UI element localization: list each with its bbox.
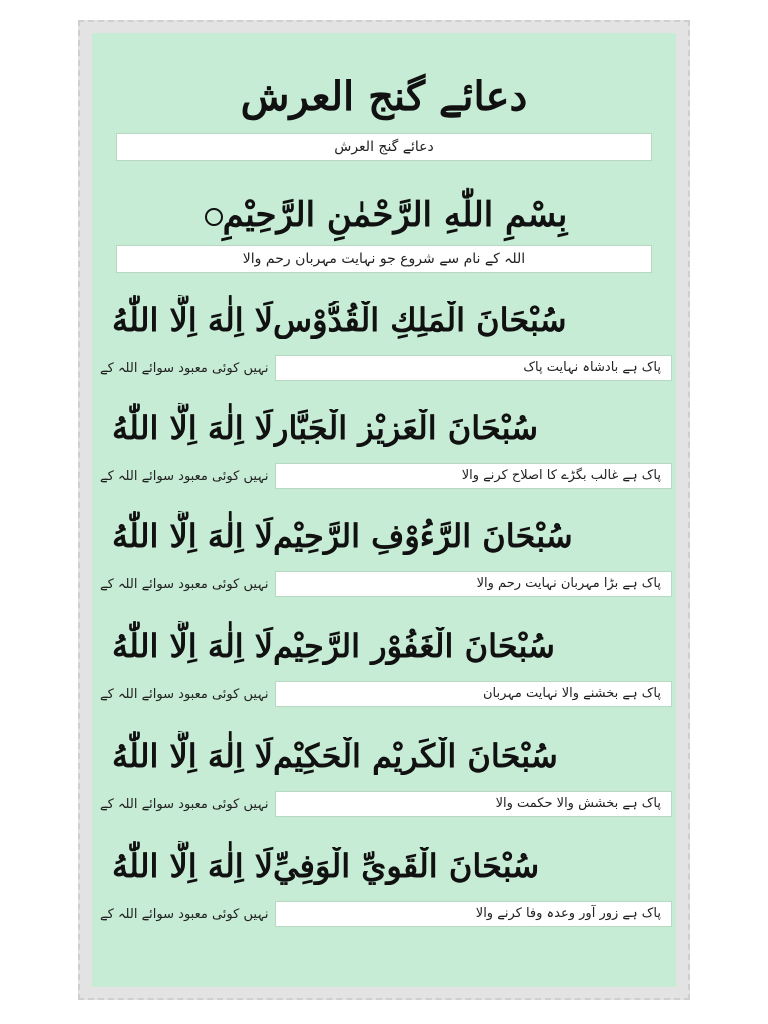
- verse-translation-row: [96, 571, 672, 597]
- bismillah: [92, 195, 676, 235]
- kalima-translation: نہیں کوئی معبود سوائے اللہ کے: [100, 796, 269, 812]
- verse-end-circle-icon: [205, 208, 223, 226]
- verse-row: [98, 295, 670, 345]
- verse-translation-row: [96, 681, 672, 707]
- kalima-translation: نہیں کوئی معبود سوائے اللہ کے: [100, 686, 269, 702]
- tasbih-translation: پاک ہے بخشش والا حکمت والا: [275, 791, 673, 817]
- verse-row: [98, 731, 670, 781]
- verse-kalima: لَا اِلٰهَ اِلَّا اللّٰهُ: [112, 409, 273, 447]
- tasbih-translation: پاک ہے بڑا مہربان نہایت رحم والا: [275, 571, 673, 597]
- verse-tasbih: سُبْحَانَ الْمَلِكِ الْقُدُّوْسِ: [273, 301, 567, 339]
- verse-translation-row: [96, 463, 672, 489]
- tasbih-translation: پاک ہے زور آور وعدہ وفا کرنے والا: [275, 901, 673, 927]
- prayer-sheet: [92, 33, 676, 987]
- verse-translation-row: [96, 901, 672, 927]
- page-title: دعائے گنج العرش: [240, 73, 528, 120]
- kalima-translation: نہیں کوئی معبود سوائے اللہ کے: [100, 906, 269, 922]
- kalima-translation: نہیں کوئی معبود سوائے اللہ کے: [100, 468, 269, 484]
- verse-row: [98, 403, 670, 453]
- verse-row: [98, 511, 670, 561]
- verse-kalima: لَا اِلٰهَ اِلَّا اللّٰهُ: [112, 847, 273, 885]
- verse-kalima: لَا اِلٰهَ اِلَّا اللّٰهُ: [112, 301, 273, 339]
- kalima-translation: نہیں کوئی معبود سوائے اللہ کے: [100, 360, 269, 376]
- verse-kalima: لَا اِلٰهَ اِلَّا اللّٰهُ: [112, 627, 273, 665]
- title-subtitle-strip: دعائے گنج العرش: [116, 133, 652, 161]
- verse-tasbih: سُبْحَانَ الْكَرِيْمِ الْحَكِيْمِ: [273, 737, 558, 775]
- verse-tasbih: سُبْحَانَ الْغَفُوْرِ الرَّحِيْمِ: [273, 627, 555, 665]
- verse-translation-row: [96, 355, 672, 381]
- verse-tasbih: سُبْحَانَ الْقَوِيِّ الْوَفِيِّ: [273, 847, 540, 885]
- verse-kalima: لَا اِلٰهَ اِلَّا اللّٰهُ: [112, 737, 273, 775]
- verse-row: [98, 841, 670, 891]
- verse-translation-row: [96, 791, 672, 817]
- verse-row: [98, 621, 670, 671]
- verse-tasbih: سُبْحَانَ الْعَزِيْزِ الْجَبَّارِ: [273, 409, 539, 447]
- verse-kalima: لَا اِلٰهَ اِلَّا اللّٰهُ: [112, 517, 273, 555]
- bismillah-text: بِسْمِ اللّٰهِ الرَّحْمٰنِ الرَّحِيْمِ: [222, 195, 568, 235]
- verse-tasbih: سُبْحَانَ الرَّءُوْفِ الرَّحِيْمِ: [273, 517, 573, 555]
- tasbih-translation: پاک ہے بادشاہ نہایت پاک: [275, 355, 673, 381]
- tasbih-translation: پاک ہے غالب بگڑے کا اصلاح کرنے والا: [275, 463, 673, 489]
- tasbih-translation: پاک ہے بخشنے والا نہایت مہربان: [275, 681, 673, 707]
- kalima-translation: نہیں کوئی معبود سوائے اللہ کے: [100, 576, 269, 592]
- bismillah-translation: اللہ کے نام سے شروع جو نہایت مہربان رحم والا: [116, 245, 652, 273]
